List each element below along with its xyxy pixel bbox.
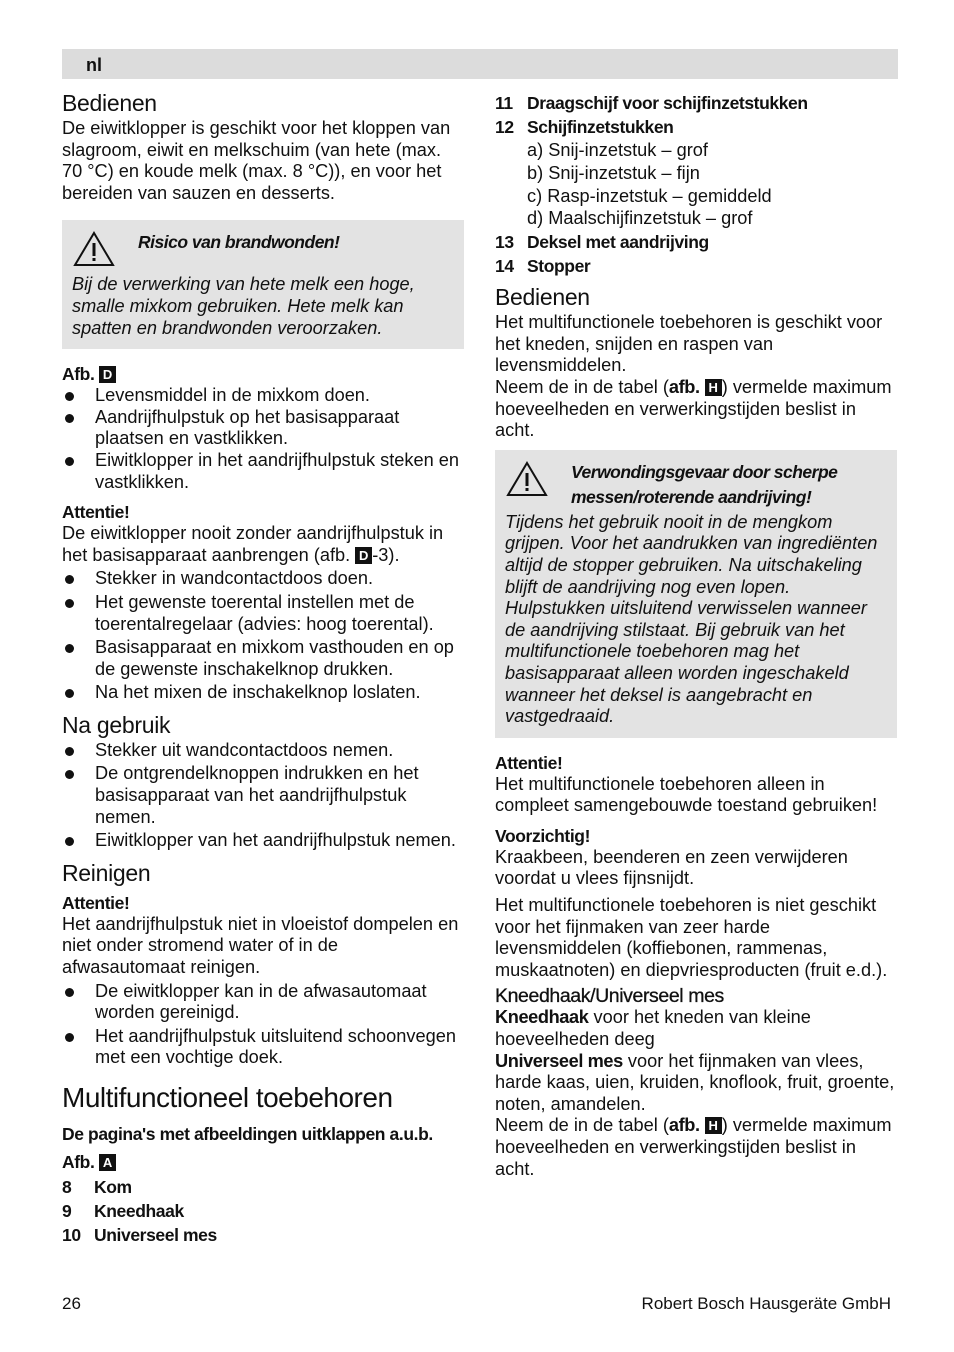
list-item: c) Rasp-inzetstuk – gemiddeld bbox=[527, 185, 772, 206]
universeel-mes-text: Universeel mes voor het fijnmaken van vlees, harde kaas, uien, kruiden, knoflook, fruit, groente, noten, amandelen. bbox=[495, 1050, 895, 1114]
bedienen-table-note: Neem de in de tabel (afb. H ) vermelde maximum hoeveelheden en verwerkingstijden beslist in acht. bbox=[495, 376, 892, 441]
figure-badge-d: D bbox=[355, 547, 372, 564]
intro-text: De eiwitklopper is geschikt voor het kloppen van slagroom, eiwit en melkschuim (van hete (max. 70 °C) en koude melk (max. 8 °C)), en voor het bereiden van sauzen en desserts. bbox=[62, 118, 451, 203]
footer-company: Robert Bosch Hausgeräte GmbH bbox=[641, 1294, 891, 1313]
list-item: 11 Draagschijf voor schijfinzetstukken bbox=[495, 93, 808, 113]
warning-triangle-icon bbox=[72, 230, 116, 268]
figure-badge-h: H bbox=[705, 1117, 722, 1134]
heading-kneedhaak: Kneedhaak/Universeel mes bbox=[495, 985, 724, 1008]
figure-badge-d: D bbox=[99, 366, 116, 383]
list-item: 13 Deksel met aandrijving bbox=[495, 232, 709, 253]
list-item: d) Maalschijfinzetstuk – grof bbox=[527, 208, 753, 229]
figure-badge-h: H bbox=[705, 379, 722, 396]
steps-list-2 bbox=[62, 568, 464, 704]
heading-multifunctioneel: Multifunctioneel toebehoren bbox=[62, 1082, 393, 1113]
warning-text: Bij de verwerking van hete melk een hoge, smalle mixkom gebruiken. Hete melk kan spatten en brandwonden veroorzaken. bbox=[72, 274, 415, 338]
language-label: nl bbox=[86, 55, 102, 75]
attention-text: Het multifunctionele toebehoren alleen in compleet samengebouwde toestand gebruiken! bbox=[495, 773, 878, 816]
list-item: 10 Universeel mes bbox=[62, 1225, 217, 1245]
caution-label: Voorzichtig! bbox=[495, 825, 591, 846]
list-item: Stekker in wandcontactdoos doen. bbox=[62, 568, 464, 590]
list-item: De eiwitklopper kan in de afwasautomaat worden gereinigd. bbox=[62, 981, 464, 1024]
list-item: Het aandrijfhulpstuk uitsluitend schoonvegen met een vochtige doek. bbox=[62, 1026, 464, 1069]
attention-label: Attentie! bbox=[495, 752, 563, 773]
list-item: Levensmiddel in de mixkom doen. bbox=[62, 385, 464, 407]
steps-list-1 bbox=[62, 385, 464, 493]
list-item: 12 Schijfinzetstukken bbox=[495, 117, 674, 137]
reinigen-text: Het aandrijfhulpstuk niet in vloeistof dompelen en niet onder stromend water of in de afwasautomaat reinigen. bbox=[62, 913, 459, 978]
list-item: Stekker uit wandcontactdoos nemen. bbox=[62, 740, 464, 762]
page-number: 26 bbox=[62, 1294, 81, 1313]
warning-box-burns bbox=[62, 220, 464, 349]
warning-title: Verwondingsgevaar door scherpe messen/roterende aandrijving! bbox=[571, 461, 838, 507]
attention-text: De eiwitklopper nooit zonder aandrijfhulpstuk in het basisapparaat aanbrengen (afb. D -3). bbox=[62, 523, 444, 565]
figure-ref-a: Afb. A bbox=[62, 1151, 464, 1173]
table-note: Neem de in de tabel (afb. H ) vermelde maximum hoeveelheden en verwerkingstijden beslist in acht. bbox=[495, 1115, 892, 1179]
heading-reinigen: Reinigen bbox=[62, 859, 151, 886]
list-item: Na het mixen de inschakelknop loslaten. bbox=[62, 682, 464, 704]
list-item: 8 Kom bbox=[62, 1177, 132, 1197]
list-item: b) Snij-inzetstuk – fijn bbox=[527, 162, 700, 183]
attention-label: Attentie! bbox=[62, 892, 130, 913]
left-column bbox=[62, 88, 464, 1247]
list-item: Eiwitklopper in het aandrijfhulpstuk steken en vastklikken. bbox=[62, 450, 464, 493]
right-column bbox=[495, 91, 897, 1180]
language-bar bbox=[62, 49, 898, 79]
list-item: 9 Kneedhaak bbox=[62, 1201, 184, 1221]
warning-text: Tijdens het gebruik nooit in de mengkom grijpen. Voor het aandrukken van ingrediënten altijd de stopper gebruiken. Na uitschakeling blijft de aandrijving nog even lopen. Hulpstukken uitsluitend verwisselen wanneer de aandrijving stilstaat. Bij gebruik van het multifunctionele toebehoren mag het basisapparaat alleen worden ingeschakeld wanneer het deksel is aangebracht en vastgedraaid. bbox=[505, 511, 878, 727]
figure-ref-d bbox=[62, 363, 464, 385]
steps-list-3 bbox=[62, 740, 464, 852]
heading-bedienen: Bedienen bbox=[62, 90, 157, 116]
not-suitable-text: Het multifunctionele toebehoren is niet geschikt voor het fijnmaken van zeer harde levensmiddelen (koffiebonen, rammenas, muskaatnoten) en diepvriesproducten (fruit e.d.). bbox=[495, 895, 888, 980]
list-item: Aandrijfhulpstuk op het basisapparaat plaatsen en vastklikken. bbox=[62, 407, 464, 450]
attention-label: Attentie! bbox=[62, 502, 130, 523]
kneedhaak-text: Kneedhaak voor het kneden van kleine hoeveelheden deeg bbox=[495, 1007, 811, 1050]
parts-list-right bbox=[495, 91, 897, 278]
list-item: Eiwitklopper van het aandrijfhulpstuk nemen. bbox=[62, 830, 464, 852]
warning-box-injury bbox=[495, 450, 897, 738]
bedienen-text: Het multifunctionele toebehoren is geschikt voor het kneden, snijden en raspen van levensmiddelen. bbox=[495, 312, 883, 376]
parts-list-left bbox=[62, 1175, 464, 1247]
figure-badge-a: A bbox=[99, 1154, 116, 1171]
list-item: Het gewenste toerental instellen met de toerentalregelaar (advies: hoog toerental). bbox=[62, 592, 464, 635]
heading-bedienen-right: Bedienen bbox=[495, 284, 590, 311]
warning-triangle-icon bbox=[505, 460, 549, 498]
warning-title: Risico van brandwonden! bbox=[138, 232, 340, 253]
sub-list bbox=[495, 139, 897, 230]
pages-note: De pagina's met afbeeldingen uitklappen a.u.b. bbox=[62, 1124, 433, 1144]
list-item: 14 Stopper bbox=[495, 256, 591, 277]
caution-text: Kraakbeen, beenderen en zeen verwijderen voordat u vlees fijnsnijdt. bbox=[495, 846, 848, 889]
list-item: a) Snij-inzetstuk – grof bbox=[527, 140, 708, 160]
list-item: De ontgrendelknoppen indrukken en het basisapparaat van het aandrijfhulpstuk nemen. bbox=[62, 763, 464, 828]
heading-na-gebruik: Na gebruik bbox=[62, 711, 171, 738]
steps-list-4 bbox=[62, 981, 464, 1069]
list-item: Basisapparaat en mixkom vasthouden en op de gewenste inschakelknop drukken. bbox=[62, 637, 464, 680]
figure-label: Afb. bbox=[62, 364, 95, 385]
